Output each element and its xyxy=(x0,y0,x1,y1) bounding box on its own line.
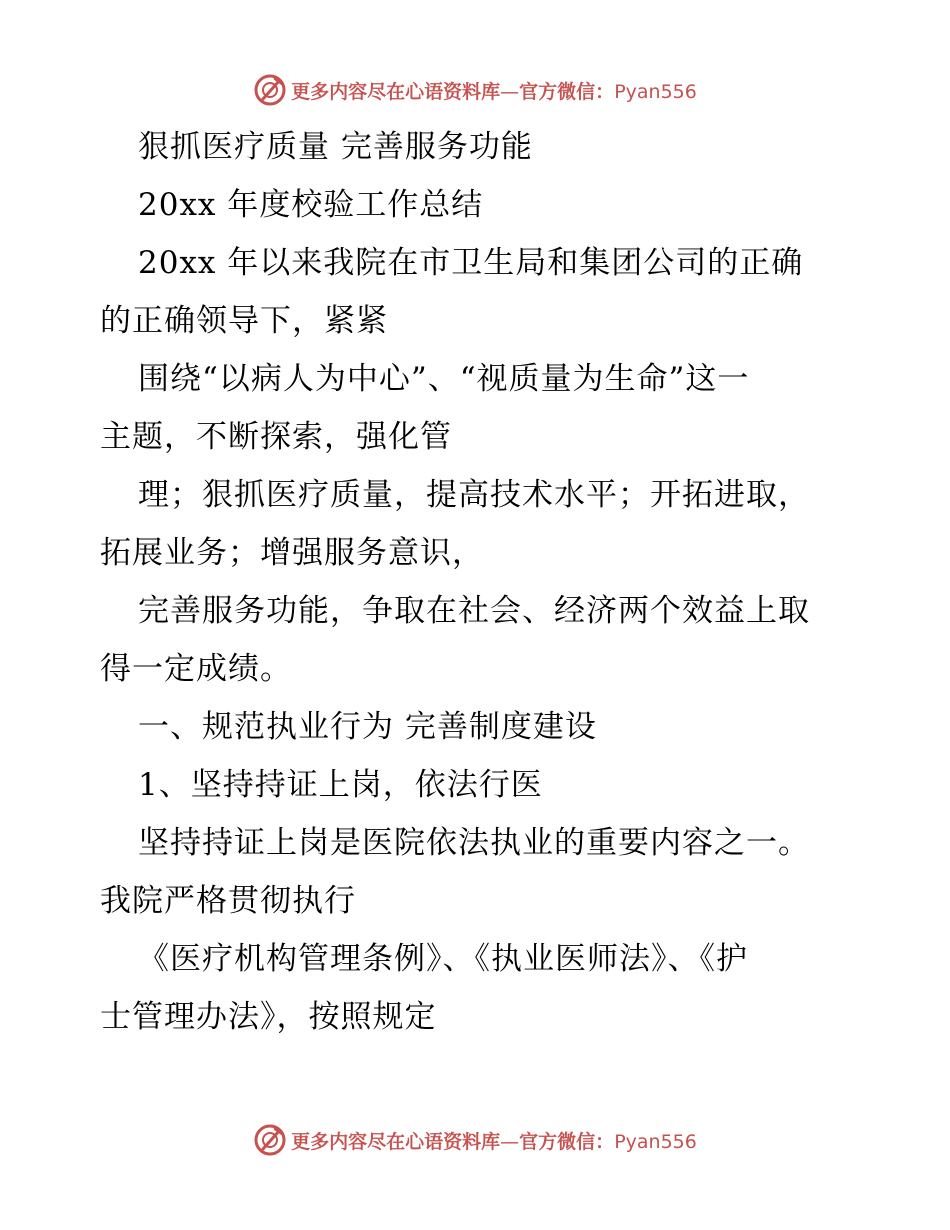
header-wechat-id: Pyan556 xyxy=(614,80,697,103)
footer-wechat-id: Pyan556 xyxy=(614,1130,697,1153)
doc-title: 狠抓医疗质量 完善服务功能 xyxy=(138,129,533,165)
doc-paragraph-line: 得一定成绩。 xyxy=(100,651,292,687)
footer-banner xyxy=(0,1120,950,1160)
seal-logo-icon xyxy=(253,73,287,107)
section-heading: 一、规范执业行为 完善制度建设 xyxy=(138,709,597,745)
doc-paragraph-line: 士管理办法》，按照规定 xyxy=(100,999,437,1035)
doc-paragraph-line: 的正确领导下，紧紧 xyxy=(100,303,388,339)
footer-separator: — xyxy=(500,1130,520,1153)
seal-logo-icon xyxy=(253,1123,287,1157)
doc-paragraph-line: 坚持持证上岗是医院依法执业的重要内容之一。 xyxy=(138,825,810,861)
header-text xyxy=(291,77,697,104)
doc-paragraph-line: 《医疗机构管理条例》、《执业医师法》、《护 xyxy=(138,941,748,977)
footer-brand-text: 更多内容尽在心语资料库 xyxy=(291,1130,501,1153)
doc-paragraph-line: 主题，不断探索，强化管 xyxy=(100,419,452,455)
doc-paragraph-line: 完善服务功能，争取在社会、经济两个效益上取 xyxy=(138,593,810,629)
footer-official-label: 官方微信： xyxy=(519,1130,615,1153)
doc-paragraph-line: 拓展业务；增强服务意识， xyxy=(100,535,484,571)
header-separator: — xyxy=(500,80,520,103)
header-banner xyxy=(0,70,950,110)
doc-paragraph-line: 理；狠抓医疗质量，提高技术水平；开拓进取， xyxy=(138,477,810,513)
header-brand-text: 更多内容尽在心语资料库 xyxy=(291,80,501,103)
doc-paragraph-line: 20xx 年以来我院在市卫生局和集团公司的正确 xyxy=(138,245,804,281)
doc-paragraph-line: 我院严格贯彻执行 xyxy=(100,883,356,919)
footer-text xyxy=(291,1127,697,1154)
header-official-label: 官方微信： xyxy=(519,80,615,103)
subsection-heading: 1、坚持持证上岗，依法行医 xyxy=(138,767,543,803)
doc-paragraph-line: 围绕“以病人为中心”、“视质量为生命”这一 xyxy=(138,361,750,397)
doc-subtitle: 20xx 年度校验工作总结 xyxy=(138,187,484,223)
document-body xyxy=(100,118,860,1046)
